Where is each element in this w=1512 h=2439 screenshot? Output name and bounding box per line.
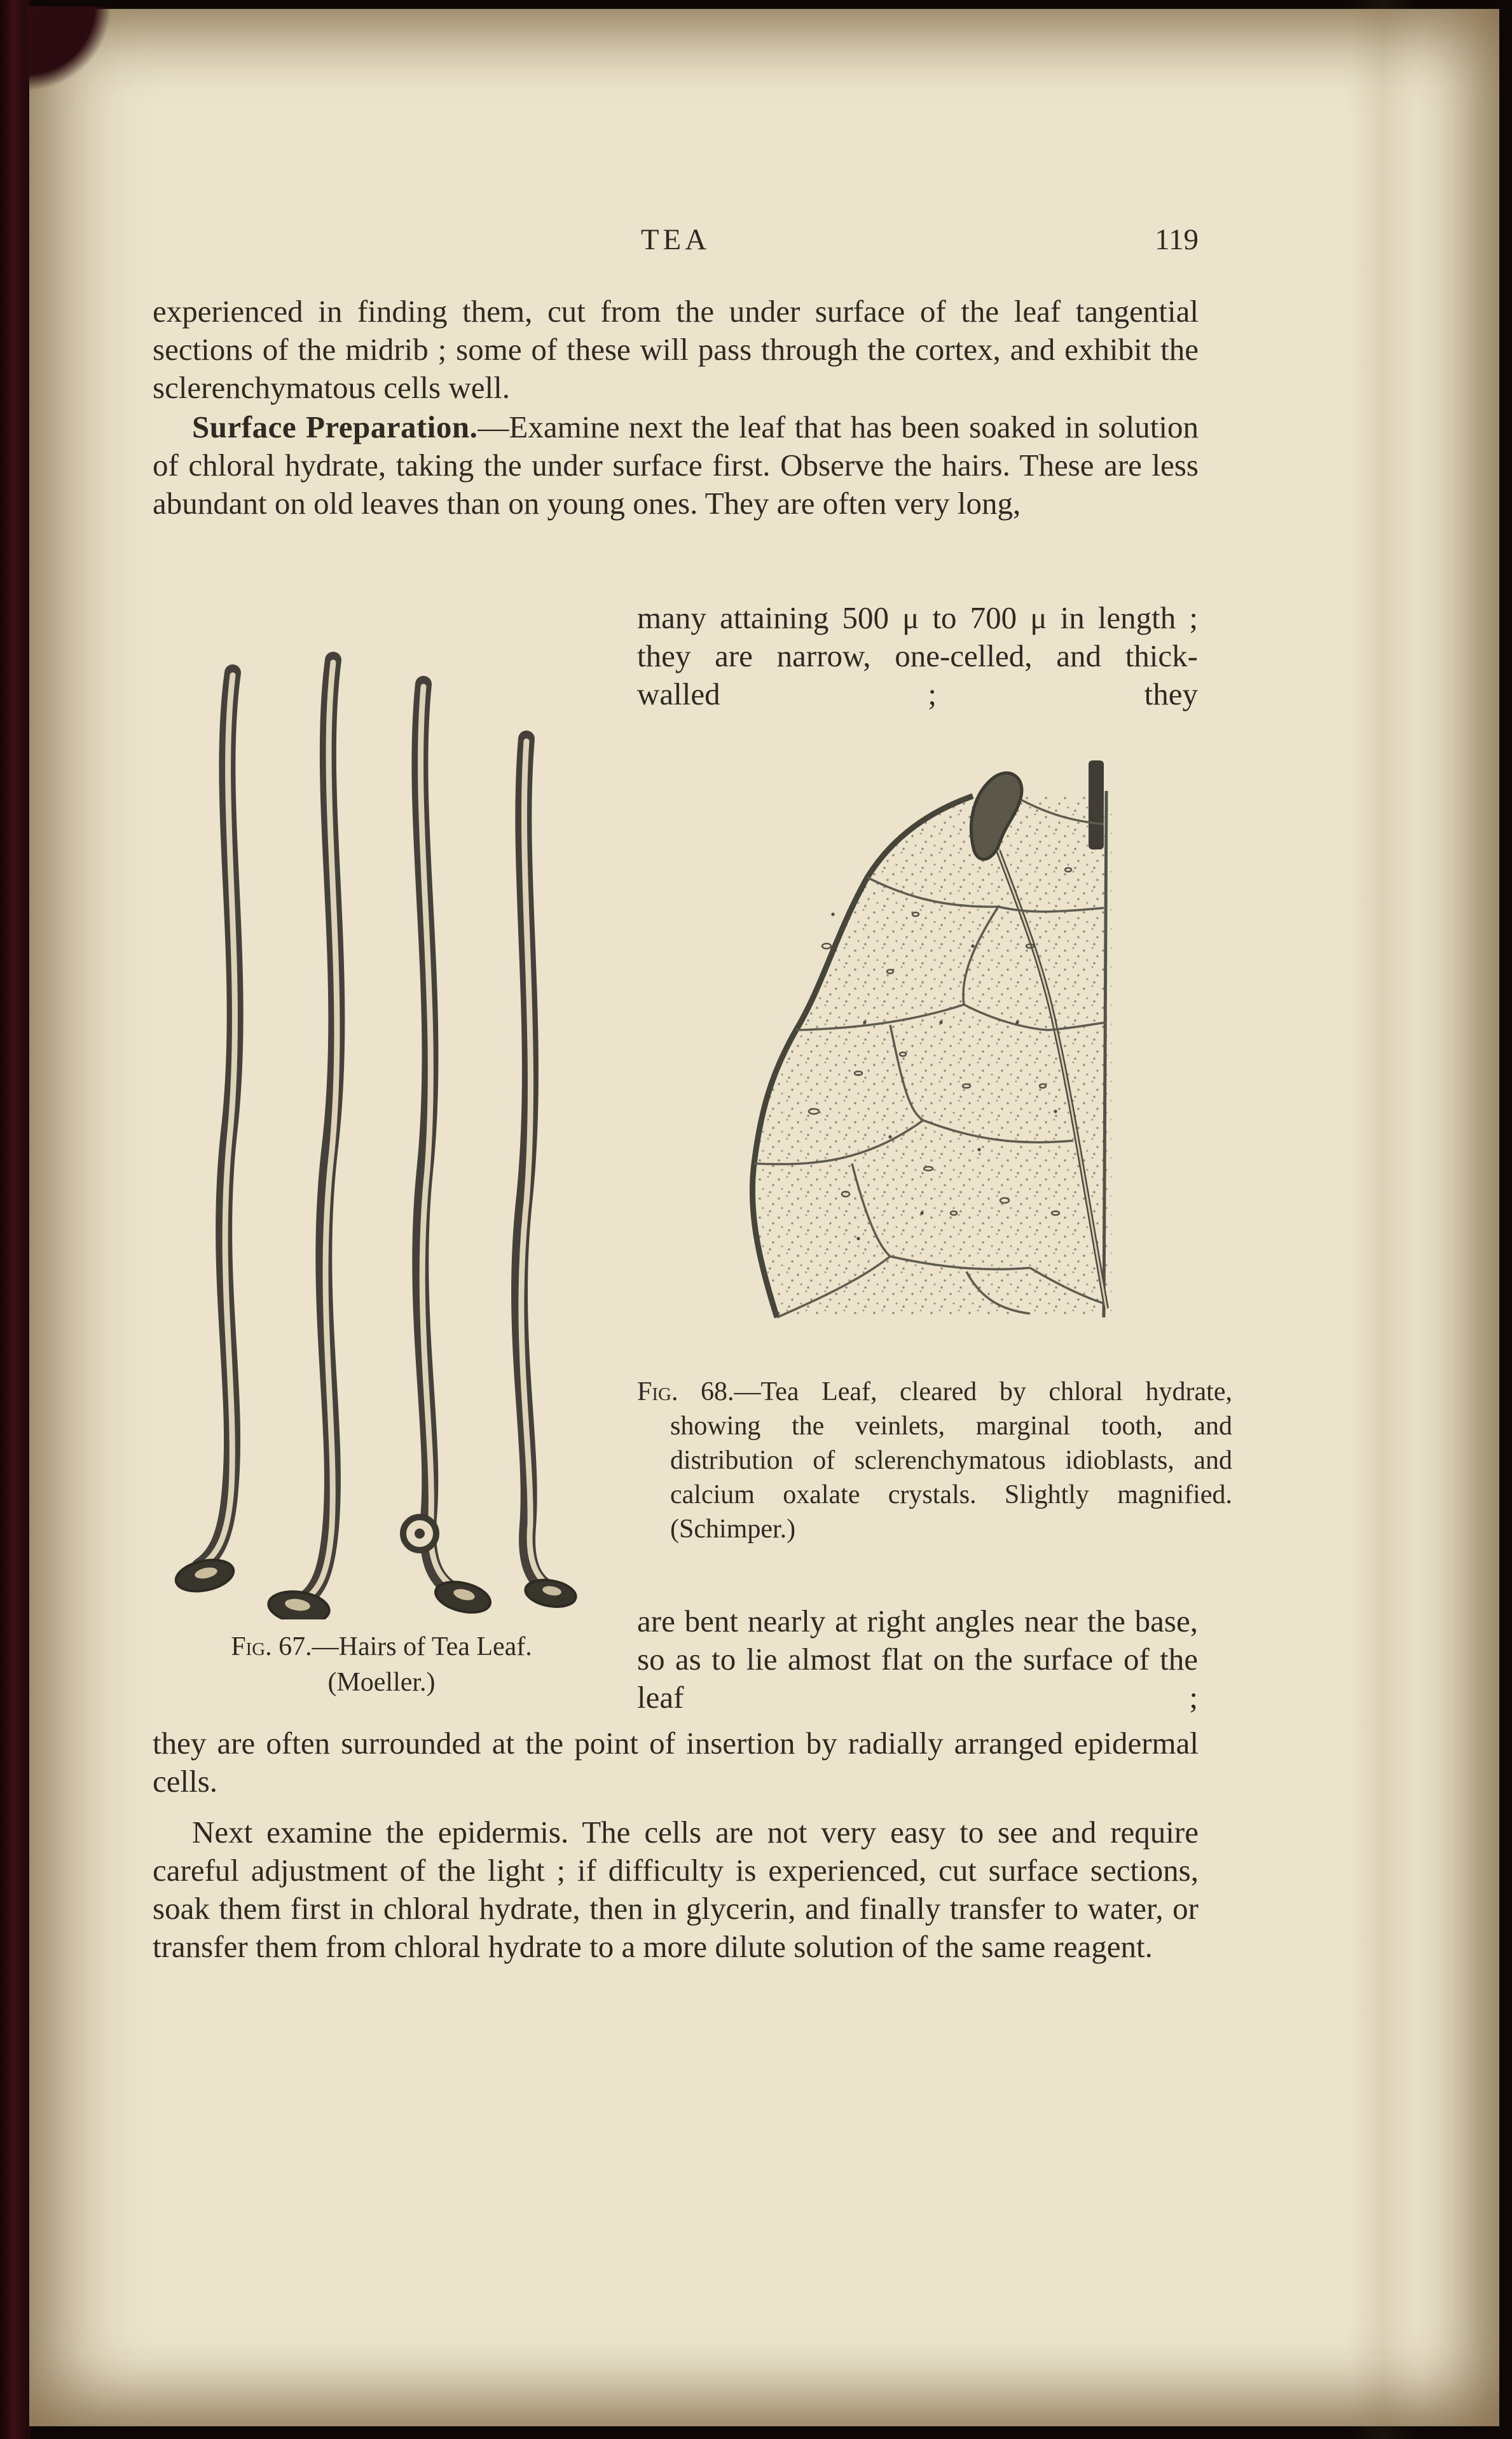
fig67-caption xyxy=(178,1629,585,1700)
hair-3 xyxy=(403,684,493,1618)
paragraph-epidermis: Next examine the epidermis. The cells are not very easy to see and require careful adjustment of the light ; if difficulty is experienced, cut surface sections, soak them first in chloral hydrate, then in glycerin, and finally transfer to water, or transfer them from chloral hydrate to a more dilute solution of the same reagent. xyxy=(153,1815,1199,1964)
page-header xyxy=(153,223,1199,263)
running-head: TEA xyxy=(640,223,711,256)
page-number: 119 xyxy=(1155,223,1199,256)
fig68-caption-text: —Tea Leaf, cleared by chloral hydrate, showing the veinlets, marginal tooth, and distribution of sclerenchymatous idioblasts, and calcium oxalate crystals. Slightly magnified. (Schimper.) xyxy=(670,1377,1232,1544)
fig68-leaf-illustration xyxy=(699,755,1129,1334)
fig67-credit: (Moeller.) xyxy=(327,1668,436,1697)
hair-4 xyxy=(519,739,578,1611)
fig67-label: Fig. 67. xyxy=(231,1632,312,1661)
leaf-edge-bar xyxy=(1089,760,1104,849)
fig68-caption xyxy=(637,1375,1232,1546)
paragraph-text: —Examine next the leaf that has been soaked in solution of chloral hydrate, taking the under surface first. Observe the hairs. These are less abundant on old leaves than on young ones. They are often very long, xyxy=(153,409,1199,521)
paragraph-continuation: experienced in finding them, cut from the under surface of the leaf tangential sections of the midrib ; some of these will pass through the cortex, and exhibit the sclerenchymatous cells well. xyxy=(153,294,1199,405)
stipple-texture xyxy=(750,794,1113,1320)
fig68-label: Fig. 68. xyxy=(637,1377,734,1406)
fig67-hairs-illustration xyxy=(167,643,580,1619)
bold-section-lead: Surface Preparation. xyxy=(192,409,478,444)
book-binding-edge xyxy=(0,0,31,2439)
paragraph-wrap-beside-figure: are bent nearly at right angles near the base, so as to lie almost flat on the surface of the leaf ; xyxy=(637,1604,1198,1715)
fig67-caption-text: —Hairs of Tea Leaf. xyxy=(312,1632,532,1661)
paragraph-surface-preparation xyxy=(153,408,1199,523)
paragraph-continuation: they are often surrounded at the point of insertion by radially arranged epidermal cells. xyxy=(153,1726,1199,1799)
paragraph-wrap-beside-figure: many attaining 500 μ to 700 μ in length ; they are narrow, one-celled, and thick-walled ; they xyxy=(637,600,1198,711)
fig67-caption-line xyxy=(178,1629,585,1665)
hair-2 xyxy=(266,660,337,1619)
hair-1 xyxy=(173,673,237,1596)
